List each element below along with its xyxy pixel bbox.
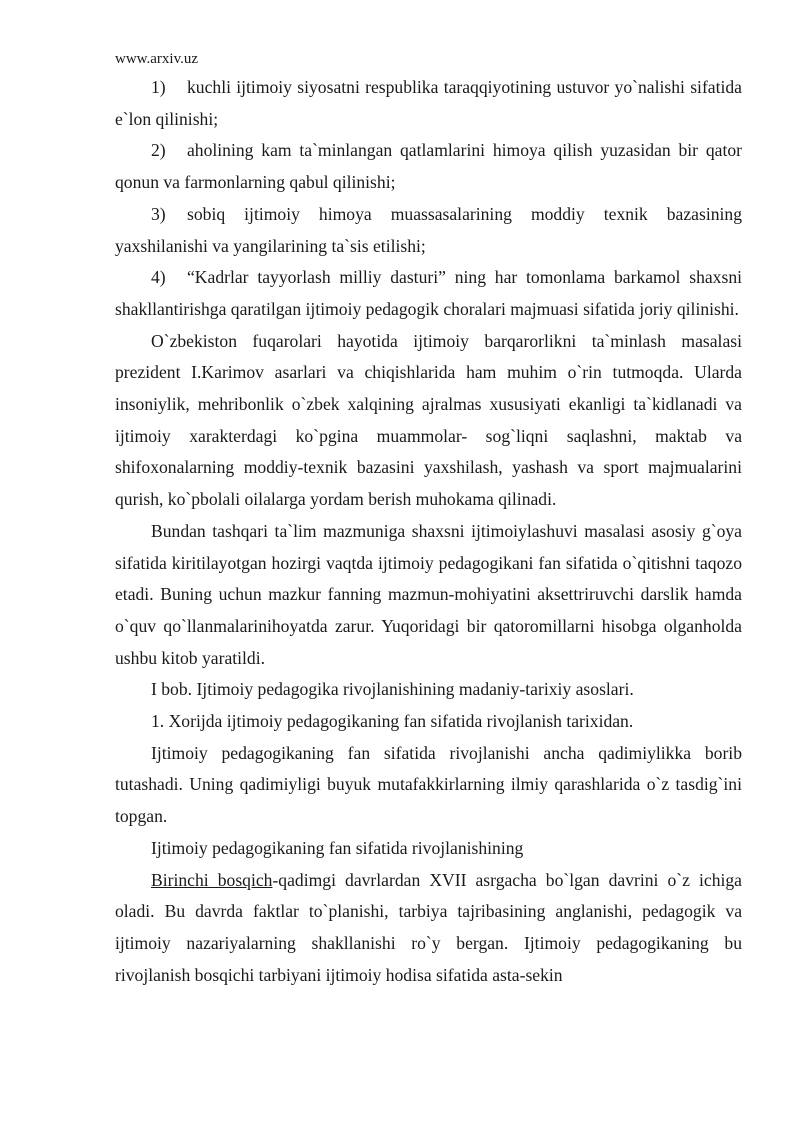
list-number: 4) bbox=[151, 267, 166, 288]
list-number: 3) bbox=[151, 203, 166, 224]
site-header: www.arxiv.uz bbox=[115, 51, 199, 67]
list-text: kuchli ijtimoiy siyosatni respublika taraqqiyotining ustuvor yo`nalishi sifatida e`lon qilinishi; bbox=[115, 77, 742, 129]
paragraph: Ijtimoiy pedagogikaning fan sifatida rivojlanishi ancha qadimiylikka borib tutashadi. Uning qadimiyligi buyuk mutafakkirlarning ilmiy qarashlarida o`z tasdig`ini topgan. bbox=[115, 742, 742, 827]
list-number: 1) bbox=[151, 77, 166, 97]
underlined-term: Birinchi bosqich bbox=[151, 869, 273, 890]
paragraph: O`zbekiston fuqarolari hayotida ijtimoiy barqarorlikni ta`minlash masalasi prezident I.Karimov asarlari va chiqishlarida ham muhim o`rin tutmoqda. Ularda insoniylik, mehribonlik o`zbek xalqining ajralmas xususiyati ekanligi ta`kidlanadi va ijtimoiy xarakterdagi ko`pgina muammolar- sog`liqni saqlashni, maktab va shifoxonalarning moddiy-texnik bazasini yaxshilash, yashash va sport majmualarini qurish, ko`pbolali oilalarga yordam berish muhokama qilinadi. bbox=[115, 330, 742, 510]
section-heading: 1. Xorijda ijtimoiy pedagogikaning fan sifatida rivojlanish tarixidan. bbox=[151, 711, 634, 732]
list-item bbox=[115, 72, 742, 135]
paragraph: Ijtimoiy pedagogikaning fan sifatida rivojlanishining bbox=[151, 837, 524, 858]
list-item bbox=[115, 199, 742, 262]
paragraph-text: -qadimgi davrlardan XVII asrgacha bo`lgan davrini o`z ichiga oladi. Bu davrda faktlar to`planishi, tarbiya tajribasining anglanishi, pedagogik va ijtimoiy nazariyalarning shakllanishi ro`y bergan. Ijtimoiy pedagogikaning bu rivojlanish bosqichi tarbiyani ijtimoiy hodisa sifatida asta-sekin bbox=[115, 869, 742, 985]
paragraph: Bundan tashqari ta`lim mazmuniga shaxsni ijtimoiylashuvi masalasi asosiy g`oya sifatida kiritilayotgan hozirgi vaqtda ijtimoiy pedagogikani fan sifatida o`qitishni taqozo etadi. Buning uchun mazkur fanning mazmun-mohiyatini aksettriruvchi darslik hamda o`quv qo`llanmalarinihoyatda zarur. Yuqoridagi bir qatoromillarni hisobga olganholda ushbu kitob yaratildi. bbox=[115, 520, 742, 668]
list-item bbox=[115, 135, 742, 198]
list-text: “Kadrlar tayyorlash milliy dasturi” ning har tomonlama barkamol shaxsni shakllantirishga qaratilgan ijtimoiy pedagogik choralari majmuasi sifatida joriy qilinishi. bbox=[115, 267, 742, 319]
paragraph bbox=[115, 865, 742, 992]
list-text: sobiq ijtimoiy himoya muassasalarining moddiy texnik bazasining yaxshilanishi va yangilarining ta`sis etilishi; bbox=[115, 203, 742, 256]
document-body bbox=[115, 72, 742, 991]
chapter-heading: I bob. Ijtimoiy pedagogika rivojlanishining madaniy-tarixiy asoslari. bbox=[151, 679, 634, 700]
list-item bbox=[115, 262, 742, 325]
list-text: aholining kam ta`minlangan qatlamlarini himoya qilish yuzasidan bir qator qonun va farmonlarning qabul qilinishi; bbox=[115, 140, 742, 193]
list-number: 2) bbox=[151, 140, 166, 161]
